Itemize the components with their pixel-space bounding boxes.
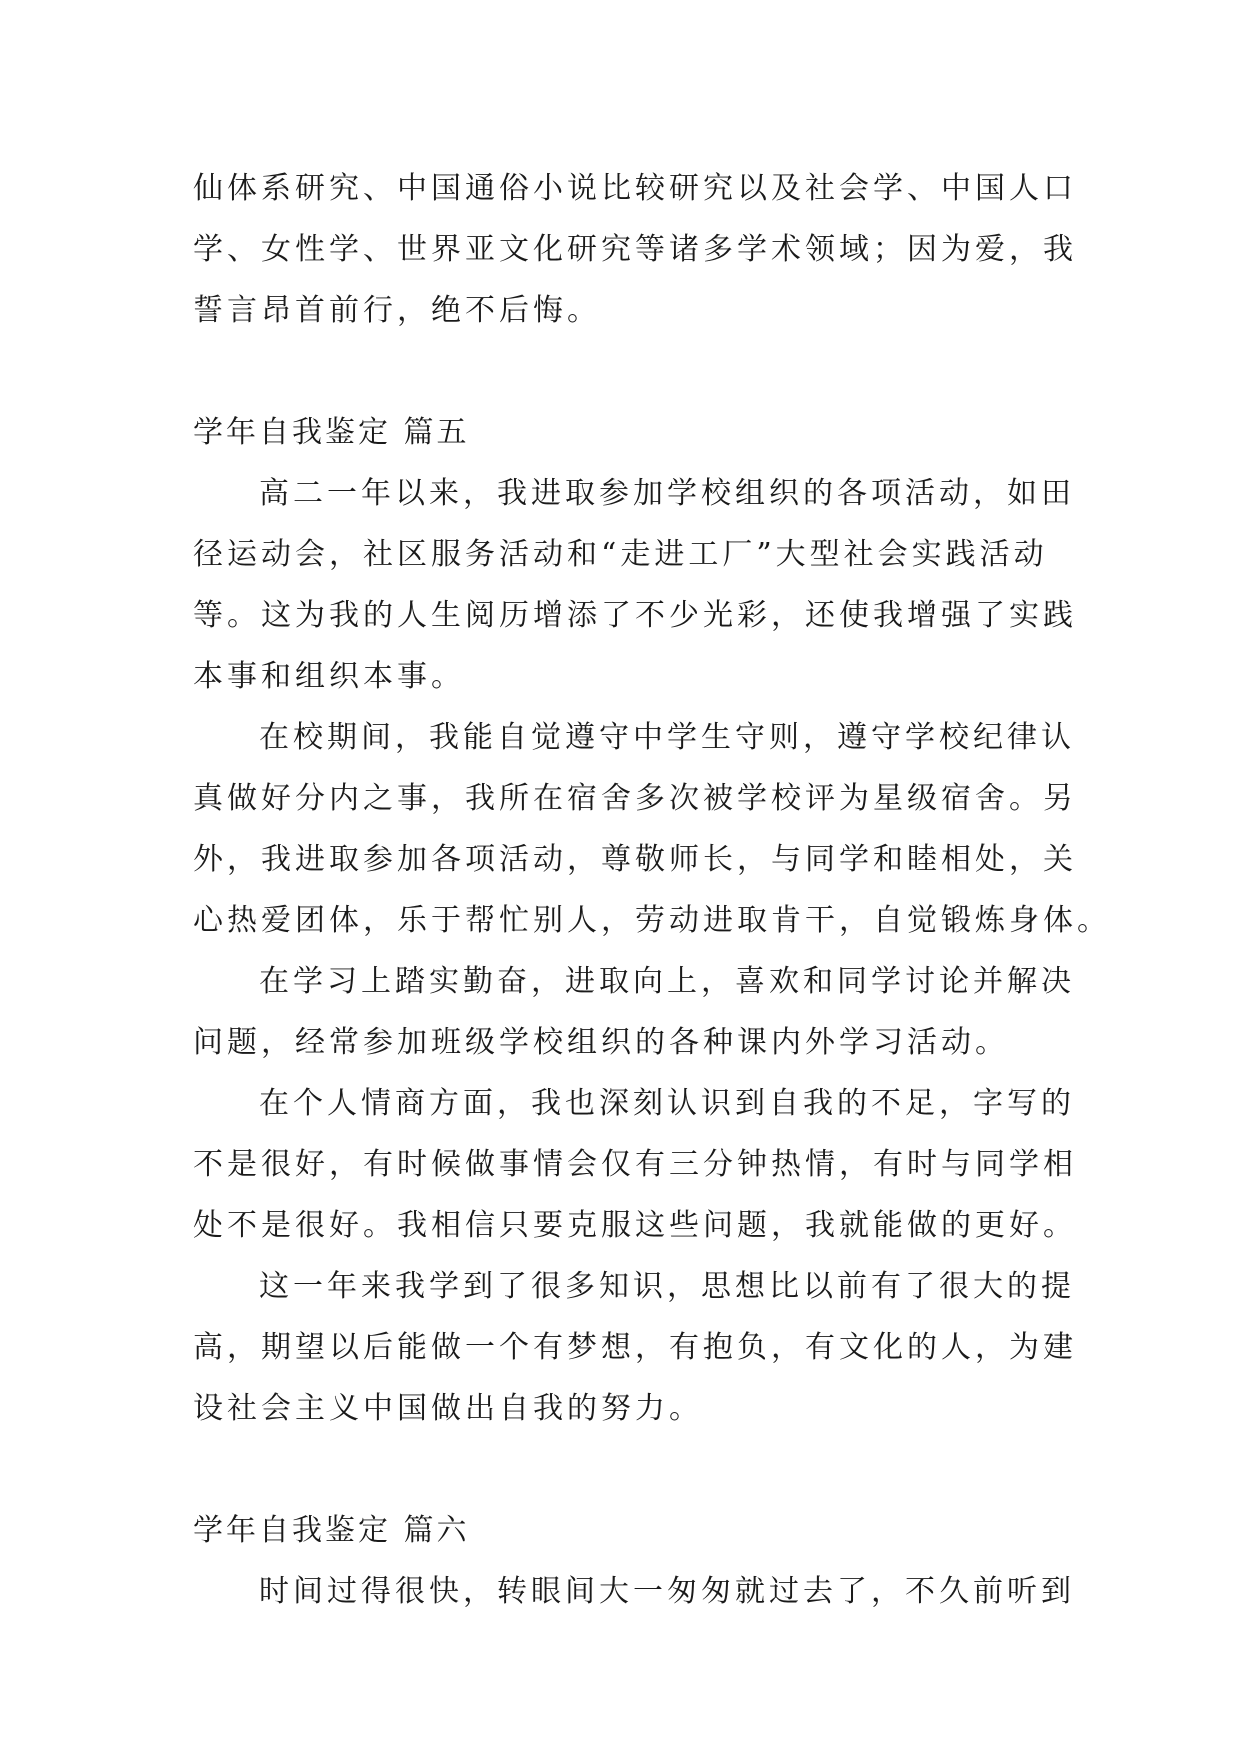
paragraph	[193, 1073, 1077, 1256]
text-line: 时间过得很快，转眼间大一匆匆就过去了，不久前听到	[259, 1574, 1075, 1609]
text-line: 等。这为我的人生阅历增添了不少光彩，还使我增强了实践	[193, 598, 1077, 633]
paragraph	[193, 707, 1111, 951]
section-heading: 学年自我鉴定 篇六	[193, 1513, 470, 1548]
text-line: 在个人情商方面，我也深刻认识到自我的不足，字写的	[259, 1086, 1075, 1121]
paragraph	[193, 1256, 1077, 1439]
text-line: 誓言昂首前行，绝不后悔。	[193, 293, 601, 328]
text-line: 在校期间，我能自觉遵守中学生守则，遵守学校纪律认	[259, 720, 1075, 755]
text-line: 高二一年以来，我进取参加学校组织的各项活动，如田	[259, 476, 1075, 511]
text-line: 径运动会，社区服务活动和“走进工厂”大型社会实践活动	[193, 537, 1048, 572]
text-line: 处不是很好。我相信只要克服这些问题，我就能做的更好。	[193, 1208, 1077, 1243]
text-line: 不是很好，有时候做事情会仅有三分钟热情，有时与同学相	[193, 1147, 1077, 1182]
text-line: 在学习上踏实勤奋，进取向上，喜欢和同学讨论并解决	[259, 964, 1075, 999]
text-line: 外，我进取参加各项活动，尊敬师长，与同学和睦相处，关	[193, 842, 1077, 877]
text-line: 问题，经常参加班级学校组织的各种课内外学习活动。	[193, 1025, 1009, 1060]
text-line: 这一年来我学到了很多知识，思想比以前有了很大的提	[259, 1269, 1075, 1304]
section-six	[193, 1500, 1073, 1622]
paragraph	[193, 1561, 1073, 1622]
text-line: 心热爱团体，乐于帮忙别人，劳动进取肯干，自觉锻炼身体。	[193, 903, 1111, 938]
text-line: 设社会主义中国做出自我的努力。	[193, 1391, 703, 1426]
section-spacer	[193, 341, 1073, 402]
paragraph	[193, 951, 1073, 1073]
text-line: 学、女性学、世界亚文化研究等诸多学术领域；因为爱，我	[193, 232, 1077, 267]
text-line: 真做好分内之事，我所在宿舍多次被学校评为星级宿舍。另	[193, 781, 1077, 816]
continuation-paragraph	[193, 158, 1077, 341]
section-heading: 学年自我鉴定 篇五	[193, 415, 470, 450]
document-body	[193, 158, 1111, 1622]
section-spacer	[193, 1439, 1073, 1500]
text-line: 高，期望以后能做一个有梦想，有抱负，有文化的人，为建	[193, 1330, 1077, 1365]
section-five	[193, 402, 1111, 1439]
text-line: 仙体系研究、中国通俗小说比较研究以及社会学、中国人口	[193, 171, 1077, 206]
text-line: 本事和组织本事。	[193, 659, 465, 694]
paragraph	[193, 463, 1077, 707]
